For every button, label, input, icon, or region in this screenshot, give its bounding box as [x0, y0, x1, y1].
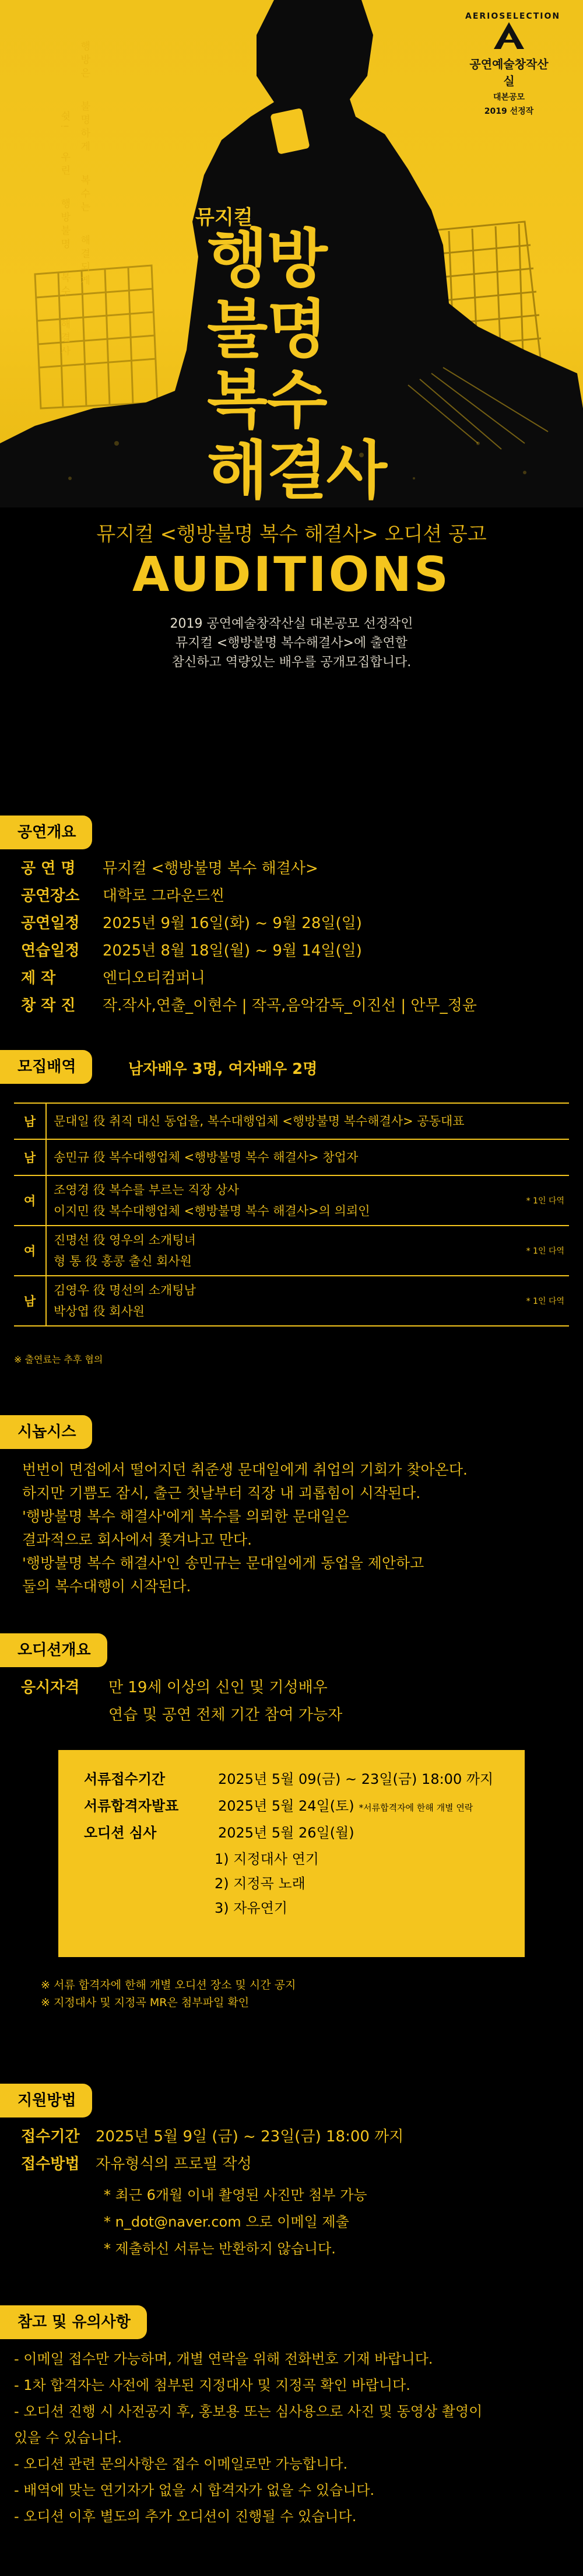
- section-tag-apply: 지원방법: [0, 2084, 92, 2118]
- show-title: [207, 225, 386, 507]
- section-tag-caution: 참고 및 유의사항: [0, 2305, 147, 2339]
- auditions-heading: AUDITIONS: [132, 547, 451, 603]
- overview-row: 창 작 진 작.작사,연출_이현수 | 작곡,음악감독_이진선 | 안무_정윤: [21, 997, 477, 1014]
- audition-steps: [215, 1847, 319, 1920]
- audition-notes: ※ 서류 합격자에 한해 개별 오디션 장소 및 시간 공지 ※ 지정대사 및 지정곡 MR은 첨부파일 확인: [41, 1979, 296, 2009]
- overview-row: 공 연 명 뮤지컬 <행방불명 복수 해결사>: [21, 860, 318, 877]
- overview-row: 공연일정 2025년 9월 16일(화) ~ 9월 28일(일): [21, 915, 362, 932]
- list-item: * 제출하신 서류는 반환하지 않습니다.: [104, 2241, 336, 2257]
- table-row: 여 진명선 役 영우의 소개팅녀 형 통 役 홍콩 출신 회사원 * 1인 다역: [14, 1226, 569, 1276]
- list-item: - 이메일 접수만 가능하며, 개별 연락을 위해 전화번호 기재 바랍니다.: [14, 2351, 433, 2367]
- table-row: 남 송민규 役 복수대행업체 <행방불명 복수 해결사> 창업자: [14, 1139, 569, 1175]
- casting-table: [14, 1102, 569, 1326]
- table-row: 여 조영경 役 복수를 부르는 직장 상사 이지민 役 복수대행업체 <행방불명 복수 해결사>의 의뢰인 * 1인 다역: [14, 1175, 569, 1226]
- hero-artwork: [0, 0, 583, 508]
- casting-summary: 남자배우 3명, 여자배우 2명: [128, 1060, 318, 1078]
- logo-ring-text: AERIOSELECTION: [465, 12, 561, 21]
- table-row: 남 김영우 役 명선의 소개팅남 박상엽 役 회사원 * 1인 다역: [14, 1276, 569, 1326]
- overview-list: [21, 855, 477, 1020]
- logo-a-mark-icon: [491, 21, 526, 50]
- section-tag-synopsis: 시놉시스: [0, 1415, 92, 1449]
- logo-line1: 대본공모: [493, 93, 525, 102]
- list-item: 2) 지정곡 노래: [215, 1875, 305, 1892]
- audition-intro: 2019 공연예술창작산실 대본공모 선정작인 뮤지컬 <행방불명 복수해결사>에 출연할 참신하고 역량있는 배우를 공개모집합니다.: [170, 617, 413, 670]
- table-row: 남 문대일 役 취직 대신 동업을, 복수대행업체 <행방불명 복수해결사> 공동대표: [14, 1103, 569, 1139]
- audition-subtitle: 뮤지컬 <행방불명 복수 해결사> 오디션 공고: [96, 523, 487, 546]
- logo-line2: 2019 선정작: [484, 107, 534, 116]
- audition-header: [0, 513, 583, 672]
- schedule-row: 오디션 심사 2025년 5월 26일(월): [84, 1825, 354, 1841]
- title-line: 복수: [207, 363, 326, 437]
- title-line: 행방: [207, 223, 326, 296]
- vertical-tagline-2: 쉿! 우린 행방불명 복수 해결사: [58, 111, 71, 359]
- apply-bullets: [104, 2182, 367, 2262]
- section-tag-casting: 모집배역: [0, 1050, 92, 1084]
- list-item: * n_dot@naver.com 으로 이메일 제출: [104, 2214, 349, 2230]
- casting-footnote: ※ 출연료는 추후 협의: [14, 1354, 103, 1365]
- list-item: - 1차 합격자는 사전에 첨부된 지정대사 및 지정곡 확인 바랍니다.: [14, 2377, 410, 2393]
- list-item: 있을 수 있습니다.: [14, 2430, 122, 2446]
- title-genre: 뮤지컬: [195, 206, 253, 229]
- logo-name: 공연예술창작산실: [469, 57, 549, 88]
- list-item: - 배역에 맞는 연기자가 없을 시 합격자가 없을 수 있습니다.: [14, 2482, 375, 2498]
- list-item: 1) 지정대사 연기: [215, 1851, 319, 1867]
- apply-info: 접수기간 2025년 5월 9일 (금) ~ 23일(금) 18:00 까지 접수방법 자유형식의 프로필 작성: [21, 2128, 404, 2173]
- schedule-row: 서류접수기간 2025년 5월 09(금) ~ 23일(금) 18:00 까지: [84, 1771, 494, 1787]
- section-tag-overview: 공연개요: [0, 816, 92, 849]
- title-line: 해결사: [207, 434, 386, 508]
- schedule-row: 서류합격자발표 2025년 5월 24일(토) *서류합격자에 한해 개별 연락: [84, 1798, 473, 1814]
- section-tag-audition-info: 오디션개요: [0, 1633, 107, 1667]
- overview-row: 연습일정 2025년 8월 18일(월) ~ 9월 14일(일): [21, 942, 362, 960]
- list-item: - 오디션 관련 문의사항은 접수 이메일로만 가능합니다.: [14, 2456, 348, 2472]
- list-item: - 오디션 진행 시 사전공지 후, 홍보용 또는 심사용으로 사진 및 동영상 촬영이: [14, 2403, 483, 2420]
- caution-list: [14, 2346, 482, 2530]
- list-item: 3) 자유연기: [215, 1900, 287, 1916]
- list-item: - 오디션 이후 별도의 추가 오디션이 진행될 수 있습니다.: [14, 2508, 357, 2525]
- vertical-tagline-1: 행방은 불명하게 복수는 해결되게: [78, 41, 90, 289]
- audition-schedule-box: [58, 1750, 525, 1957]
- synopsis-text: 번번이 면접에서 떨어지던 취준생 문대일에게 취업의 기회가 찾아온다. 하지만 기쁨도 잠시, 출근 첫날부터 직장 내 괴롭힘이 시작된다. '행방불명 복수 해결사'에게 복수를 의뢰한 문대일은 결과적으로 회사에서 쫓겨나고 만다. '행방불명 복수 해결사'인 송민규는 문대일에게 동업을 제안하고 둘의 복수대행이 시작된다.: [22, 1461, 468, 1595]
- creative-workshop-logo: [465, 12, 561, 117]
- list-item: * 최근 6개월 이내 촬영된 사진만 첨부 가능: [104, 2187, 367, 2203]
- overview-row: 제 작 엔디오티컴퍼니: [21, 970, 205, 987]
- qualification: 응시자격 만 19세 이상의 신인 및 기성배우 연습 및 공연 전체 기간 참여 가능자: [21, 1679, 343, 1724]
- overview-row: 공연장소 대학로 그라운드씬: [21, 887, 225, 905]
- title-line: 불명: [207, 293, 326, 366]
